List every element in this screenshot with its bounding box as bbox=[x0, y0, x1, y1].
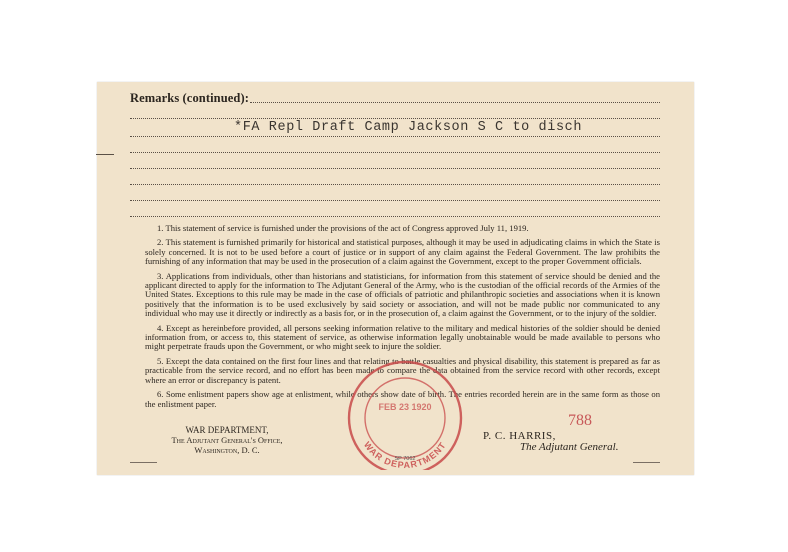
typed-remarks-entry: *FA Repl Draft Camp Jackson S C to disch bbox=[234, 120, 583, 135]
service-statement-card bbox=[97, 82, 694, 475]
instruction-paragraph: 5. Except the data contained on the first four lines and that relating to battle casualties and physical disability, this statement is prepared as far as practicable from the service record, and no effort has been made to compare the data obtained from the service record with other records, except where an error or discrepancy is patent. bbox=[145, 355, 660, 385]
war-department-block bbox=[127, 425, 327, 455]
instruction-paragraph: 2. This statement is furnished primarily for historical and statistical purposes, although it may be used in adjudicating claims in which the State is solely concerned. It is not to be used before a court of justice or in support of any claim against the Federal Government. The law prohibits the furnishing of any information that may be used in the prosecution of a claim against the Government, except to the proper Government officials. bbox=[145, 237, 660, 267]
ruled-line bbox=[130, 118, 660, 119]
seal-code: SP 7062 bbox=[394, 456, 416, 462]
instruction-paragraph: 3. Applications from individuals, other than historians and statisticians, for information from this statement of service should be denied and the applicant directed to apply for the information to The Adjutant General of the Army, who is the custodian of the official records of the Armies of the United States. Exceptions to this rule may be made in the case of officials of patriotic and philanthropic societies and associations when it is known positively that the information is to be used exclusively by said society or association, and will not be made public nor communicated to any individual who may use it directly or indirectly as a basis for, or in the prosecution of, a claim against the Government, or to the injury of the soldier. bbox=[145, 270, 660, 319]
dash-mark bbox=[96, 154, 114, 155]
war-department-seal bbox=[335, 360, 475, 470]
signer-name: P. C. HARRIS, bbox=[483, 430, 556, 442]
instruction-paragraph: 4. Except as hereinbefore provided, all persons seeking information relative to the military and medical histories of the soldier should be denied information from, or access to, this statement of service, as otherwise information legally unobtainable would be made available to persons who might perpetrate frauds upon the Government, or who might seek to injure the soldier. bbox=[145, 322, 660, 352]
office-location: Washington, D. C. bbox=[194, 445, 260, 455]
office-name: The Adjutant General's Office, bbox=[171, 435, 283, 445]
footer-rule-left bbox=[130, 462, 157, 463]
ruled-line bbox=[130, 136, 660, 137]
signer-title: The Adjutant General. bbox=[520, 441, 619, 453]
ruled-line bbox=[130, 200, 660, 201]
ruled-line bbox=[130, 216, 660, 217]
instruction-paragraph: 1. This statement of service is furnished under the provisions of the act of Congress approved July 11, 1919. bbox=[157, 223, 529, 233]
stamp-number: 788 bbox=[568, 412, 592, 429]
ruled-line bbox=[130, 184, 660, 185]
ruled-line bbox=[130, 168, 660, 169]
instruction-paragraph: 6. Some enlistment papers show age at enlistment, while others show date of birth. The entries recorded herein are in the same form as those on the enlistment paper. bbox=[145, 389, 660, 409]
ruled-line bbox=[130, 152, 660, 153]
footer-rule-right bbox=[633, 462, 660, 463]
department-name: WAR DEPARTMENT, bbox=[185, 425, 269, 435]
remarks-label: Remarks (continued): bbox=[130, 91, 250, 105]
seal-text: WAR DEPARTMENT bbox=[361, 439, 449, 470]
ruled-line bbox=[250, 102, 660, 103]
seal-date: FEB 23 1920 bbox=[378, 402, 432, 412]
